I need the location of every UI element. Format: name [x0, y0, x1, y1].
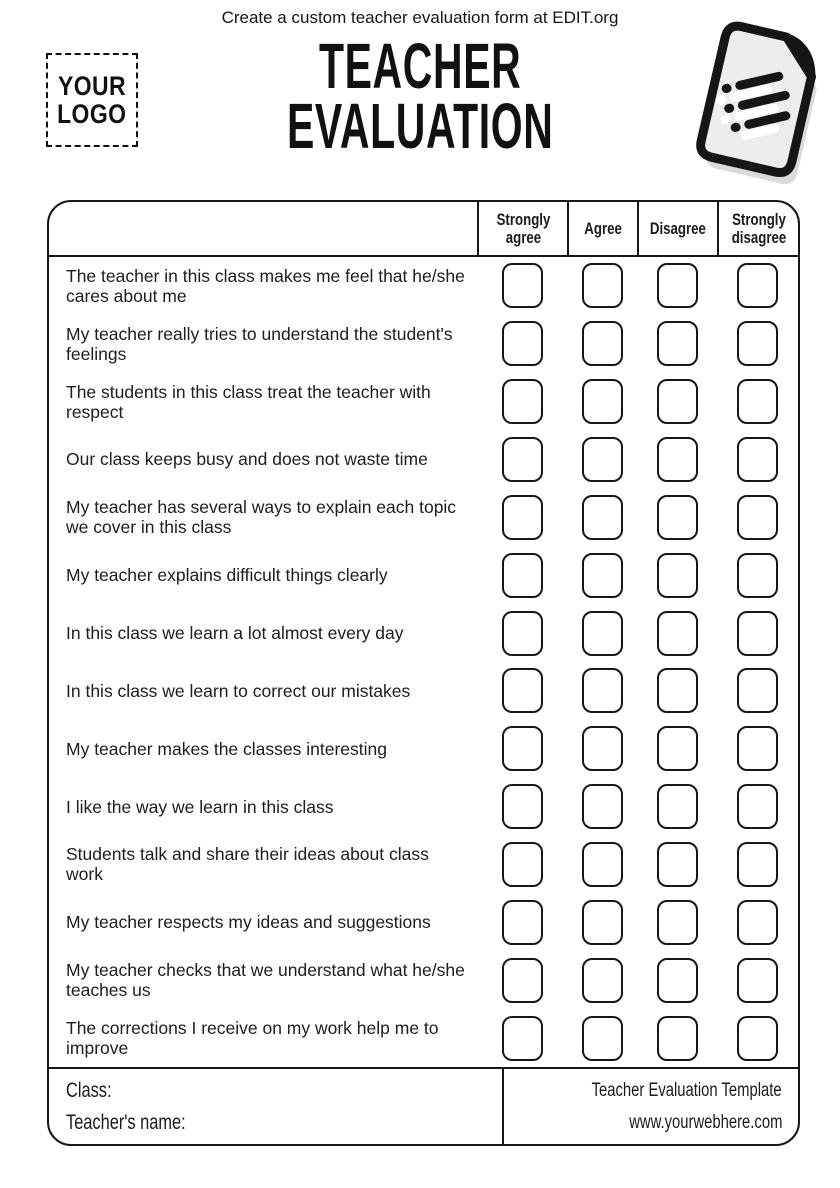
logo-text-line2: LOGO	[57, 99, 127, 129]
checkbox-q6-strongly-agree[interactable]	[502, 553, 543, 598]
table-row	[49, 257, 798, 315]
checkbox-cell	[477, 257, 567, 315]
checkbox-q4-strongly-agree[interactable]	[502, 437, 543, 482]
checkbox-cell	[717, 951, 798, 1009]
checkbox-cell	[567, 951, 637, 1009]
question-column-header	[49, 202, 477, 255]
checkbox-q4-strongly-disagree[interactable]	[737, 437, 778, 482]
checkbox-q8-agree[interactable]	[582, 668, 623, 713]
table-row	[49, 604, 798, 662]
checkbox-cell	[637, 720, 717, 778]
footer-branding	[502, 1069, 798, 1144]
evaluation-table	[47, 200, 800, 1146]
checkbox-q9-strongly-agree[interactable]	[502, 726, 543, 771]
checkbox-q2-agree[interactable]	[582, 321, 623, 366]
checkbox-cell	[637, 373, 717, 431]
table-row	[49, 720, 798, 778]
checkbox-cell	[717, 1009, 798, 1067]
checkbox-cell	[717, 315, 798, 373]
checkbox-q1-agree[interactable]	[582, 263, 623, 308]
question-text: My teacher checks that we understand what he/she teaches us	[66, 960, 465, 1001]
footer-fields	[49, 1069, 502, 1144]
checkbox-q11-strongly-disagree[interactable]	[737, 842, 778, 887]
checkbox-q12-strongly-disagree[interactable]	[737, 900, 778, 945]
checkbox-cell	[567, 604, 637, 662]
checkbox-cell	[637, 778, 717, 836]
table-row	[49, 431, 798, 489]
checkbox-cell	[637, 488, 717, 546]
checkbox-q14-disagree[interactable]	[657, 1016, 698, 1061]
table-row	[49, 315, 798, 373]
checkbox-q13-agree[interactable]	[582, 958, 623, 1003]
checkbox-cell	[567, 893, 637, 951]
checkbox-cell	[477, 836, 567, 894]
checkbox-q14-strongly-disagree[interactable]	[737, 1016, 778, 1061]
checkbox-q10-disagree[interactable]	[657, 784, 698, 829]
checkbox-q5-agree[interactable]	[582, 495, 623, 540]
checkbox-cell	[717, 662, 798, 720]
checkbox-cell	[477, 373, 567, 431]
checkbox-cell	[717, 373, 798, 431]
checkbox-q11-disagree[interactable]	[657, 842, 698, 887]
checkbox-q7-agree[interactable]	[582, 611, 623, 656]
class-label: Class:	[66, 1079, 112, 1102]
table-row	[49, 836, 798, 894]
checkbox-cell	[567, 720, 637, 778]
checkbox-cell	[567, 778, 637, 836]
checkbox-cell	[717, 546, 798, 604]
checkbox-cell	[477, 315, 567, 373]
checkbox-cell	[477, 951, 567, 1009]
checkbox-cell	[637, 431, 717, 489]
checkbox-q13-strongly-disagree[interactable]	[737, 958, 778, 1003]
column-header-disagree: Disagree	[637, 202, 717, 255]
checkbox-q8-strongly-disagree[interactable]	[737, 668, 778, 713]
checkbox-q13-disagree[interactable]	[657, 958, 698, 1003]
checkbox-cell	[637, 951, 717, 1009]
question-text: The corrections I receive on my work help me to improve	[66, 1018, 439, 1059]
checkbox-cell	[567, 488, 637, 546]
column-header-strongly-disagree: Strongly disagree	[717, 202, 798, 255]
checkbox-cell	[477, 546, 567, 604]
checkbox-q12-strongly-agree[interactable]	[502, 900, 543, 945]
checkbox-q2-disagree[interactable]	[657, 321, 698, 366]
checkbox-cell	[717, 431, 798, 489]
checkbox-cell	[477, 431, 567, 489]
table-row	[49, 662, 798, 720]
checkbox-q5-strongly-agree[interactable]	[502, 495, 543, 540]
checkbox-cell	[477, 893, 567, 951]
website-url: www.yourwebhere.com	[628, 1112, 782, 1133]
table-row	[49, 546, 798, 604]
checkbox-cell	[637, 1009, 717, 1067]
template-title: Teacher Evaluation Template	[591, 1080, 782, 1101]
checkbox-q1-strongly-disagree[interactable]	[737, 263, 778, 308]
checkbox-q14-agree[interactable]	[582, 1016, 623, 1061]
checkbox-q3-agree[interactable]	[582, 379, 623, 424]
checkbox-q5-disagree[interactable]	[657, 495, 698, 540]
checkbox-q11-agree[interactable]	[582, 842, 623, 887]
checkbox-cell	[637, 257, 717, 315]
table-footer	[49, 1067, 798, 1144]
checkbox-cell	[637, 315, 717, 373]
checkbox-q10-agree[interactable]	[582, 784, 623, 829]
table-header-row	[49, 202, 798, 257]
checkbox-cell	[717, 778, 798, 836]
question-text: The students in this class treat the teacher with respect	[66, 381, 431, 422]
checkbox-cell	[567, 315, 637, 373]
checkbox-cell	[567, 257, 637, 315]
table-row	[49, 373, 798, 431]
page-title-line1: TEACHER	[318, 30, 522, 102]
checkbox-q1-disagree[interactable]	[657, 263, 698, 308]
checkbox-q11-strongly-agree[interactable]	[502, 842, 543, 887]
question-text: Our class keeps busy and does not waste time	[66, 449, 428, 470]
checkbox-cell	[477, 1009, 567, 1067]
checkbox-q3-disagree[interactable]	[657, 379, 698, 424]
checkbox-q7-strongly-disagree[interactable]	[737, 611, 778, 656]
checkbox-cell	[477, 662, 567, 720]
checkbox-cell	[637, 893, 717, 951]
checkbox-cell	[717, 604, 798, 662]
question-text: My teacher makes the classes interesting	[66, 738, 387, 759]
checkbox-q6-disagree[interactable]	[657, 553, 698, 598]
checkbox-q1-strongly-agree[interactable]	[502, 263, 543, 308]
question-text: My teacher respects my ideas and suggestions	[66, 912, 431, 933]
checkbox-q8-disagree[interactable]	[657, 668, 698, 713]
table-body	[49, 257, 798, 1067]
checkbox-q12-agree[interactable]	[582, 900, 623, 945]
logo-text-line1: YOUR	[57, 71, 126, 101]
table-row	[49, 951, 798, 1009]
checkbox-cell	[567, 431, 637, 489]
checklist-document-icon	[686, 20, 826, 192]
checkbox-cell	[567, 546, 637, 604]
question-text: In this class we learn a lot almost every day	[66, 623, 404, 644]
checkbox-q13-strongly-agree[interactable]	[502, 958, 543, 1003]
table-row	[49, 778, 798, 836]
checkbox-q12-disagree[interactable]	[657, 900, 698, 945]
checkbox-cell	[637, 546, 717, 604]
checkbox-cell	[567, 662, 637, 720]
checkbox-cell	[637, 604, 717, 662]
checkbox-cell	[717, 836, 798, 894]
question-text: My teacher explains difficult things clearly	[66, 565, 388, 586]
question-text: My teacher really tries to understand the student's feelings	[66, 323, 453, 364]
checkbox-q9-strongly-disagree[interactable]	[737, 726, 778, 771]
checkbox-q6-agree[interactable]	[582, 553, 623, 598]
checkbox-cell	[717, 893, 798, 951]
checkbox-cell	[637, 836, 717, 894]
checkbox-q10-strongly-agree[interactable]	[502, 784, 543, 829]
teacher-name-label: Teacher's name:	[66, 1111, 186, 1134]
checkbox-q10-strongly-disagree[interactable]	[737, 784, 778, 829]
page-title-line2: EVALUATION	[286, 90, 554, 162]
checkbox-q9-agree[interactable]	[582, 726, 623, 771]
checkbox-q8-strongly-agree[interactable]	[502, 668, 543, 713]
table-row	[49, 1009, 798, 1067]
checkbox-cell	[637, 662, 717, 720]
checkbox-cell	[477, 488, 567, 546]
question-text: The teacher in this class makes me feel that he/she cares about me	[66, 265, 465, 306]
checkbox-q14-strongly-agree[interactable]	[502, 1016, 543, 1061]
checkbox-q7-disagree[interactable]	[657, 611, 698, 656]
question-text: In this class we learn to correct our mistakes	[66, 680, 411, 701]
checkbox-q3-strongly-disagree[interactable]	[737, 379, 778, 424]
checkbox-q2-strongly-disagree[interactable]	[737, 321, 778, 366]
checkbox-q5-strongly-disagree[interactable]	[737, 495, 778, 540]
checkbox-cell	[567, 373, 637, 431]
checkbox-cell	[477, 778, 567, 836]
checkbox-cell	[477, 604, 567, 662]
column-header-agree: Agree	[567, 202, 637, 255]
edit-org-tagline: Create a custom teacher evaluation form at EDIT.org	[221, 8, 619, 27]
checkbox-cell	[567, 836, 637, 894]
checkbox-q4-agree[interactable]	[582, 437, 623, 482]
checkbox-q7-strongly-agree[interactable]	[502, 611, 543, 656]
question-text: I like the way we learn in this class	[66, 796, 334, 817]
checkbox-q4-disagree[interactable]	[657, 437, 698, 482]
table-row	[49, 893, 798, 951]
table-row	[49, 488, 798, 546]
checkbox-cell	[717, 720, 798, 778]
checkbox-cell	[567, 1009, 637, 1067]
checkbox-q2-strongly-agree[interactable]	[502, 321, 543, 366]
question-text: Students talk and share their ideas about class work	[66, 844, 429, 885]
checkbox-q6-strongly-disagree[interactable]	[737, 553, 778, 598]
checkbox-cell	[477, 720, 567, 778]
checkbox-q3-strongly-agree[interactable]	[502, 379, 543, 424]
question-text: My teacher has several ways to explain each topic we cover in this class	[66, 497, 457, 538]
checkbox-q9-disagree[interactable]	[657, 726, 698, 771]
checkbox-cell	[717, 257, 798, 315]
checkbox-cell	[717, 488, 798, 546]
column-header-strongly-agree: Strongly agree	[477, 202, 567, 255]
